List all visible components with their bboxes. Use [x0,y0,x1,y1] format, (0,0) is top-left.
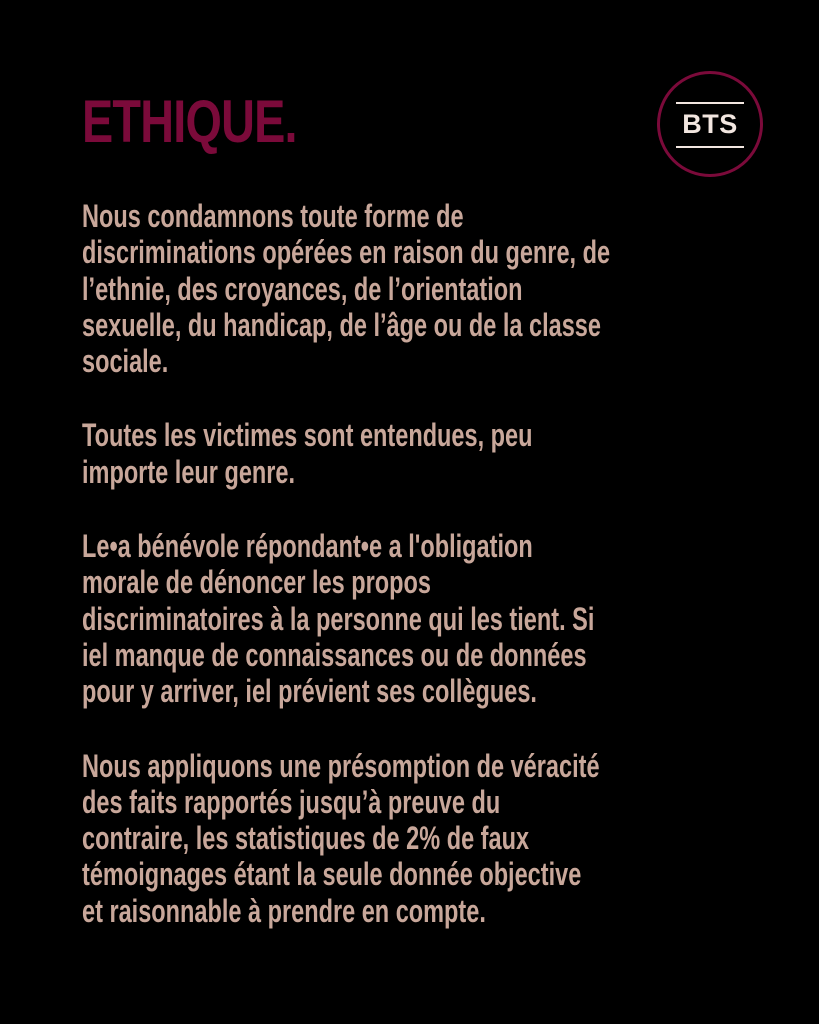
text-line: Toutes les victimes sont entendues, peu [82,417,533,454]
logo-bottom-bar [676,146,744,148]
text-line: discriminations opérées en raison du genre, de [82,234,611,271]
text-line: importe leur genre. [82,453,296,490]
logo-top-bar [676,102,744,104]
text-line: sociale. [82,343,169,380]
text-line: pour y arriver, iel prévient ses collègues. [82,673,537,710]
text-line: Nous appliquons une présomption de véracité [82,747,600,784]
text-line: Le•a bénévole répondant•e a l'obligation [82,528,533,565]
text-line: iel manque de connaissances ou de données [82,636,587,673]
text-line: morale de dénoncer les propos [82,564,431,601]
text-line: témoignages étant la seule donnée objective [82,856,582,893]
text-line: contraire, les statistiques de 2% de faux [82,820,530,857]
text-line: discriminatoires à la personne qui les tient. Si [82,600,595,637]
text-line: sexuelle, du handicap, de l’âge ou de la classe [82,306,601,343]
paragraph-victims [82,417,670,490]
text-line: des faits rapportés jusqu’à preuve du [82,783,501,820]
text-line: Nous condamnons toute forme de [82,198,464,234]
paragraph-volunteer [82,528,670,709]
bts-logo-icon [657,71,763,177]
text-line: et raisonnable à prendre en compte. [82,892,486,929]
paragraph-presumption [82,748,670,929]
logo-label: BTS [682,109,738,139]
page-title: ETHIQUE. [82,88,297,155]
paragraph-discrimination [82,198,670,379]
text-line: l’ethnie, des croyances, de l’orientation [82,270,523,307]
ethics-statement [82,198,819,967]
